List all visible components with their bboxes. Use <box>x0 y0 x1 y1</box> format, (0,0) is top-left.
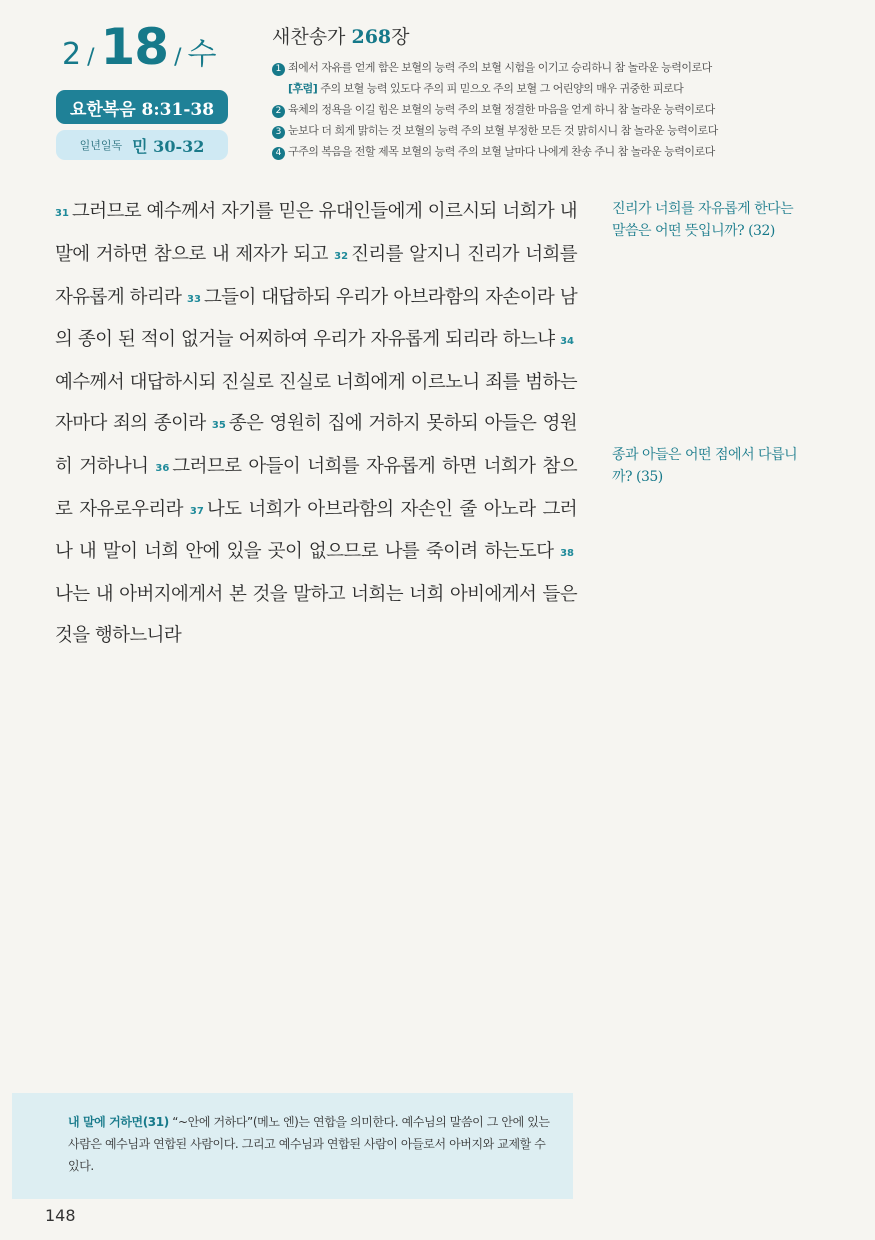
hymn-verse-text: 눈보다 더 희게 맑히는 것 보혈의 능력 주의 보혈 부정한 모든 것 맑히시니 참 놀라운 능력이로다 <box>288 124 718 137</box>
verse-badge: 3 <box>272 126 285 139</box>
scripture-reference: 요한복음 8:31-38 <box>56 90 228 124</box>
verse-number: 38 <box>560 548 574 560</box>
verse-text: 나도 너희가 아브라함의 자손인 줄 아노라 그러나 내 말이 너희 안에 있을 곳이 없으므로 나를 죽이려 하는도다 <box>55 498 578 563</box>
hymn-prefix: 새찬송가 <box>272 26 346 48</box>
hymn-section <box>272 22 792 162</box>
verse-number: 36 <box>155 462 170 474</box>
date-separator: / <box>87 45 95 70</box>
hymn-suffix: 장 <box>391 26 410 48</box>
verse-number: 37 <box>189 505 204 517</box>
yearly-reading-badge <box>56 130 228 160</box>
verse-text: 예수께서 대답하시되 진실로 진실로 너희에게 이르노니 죄를 범하는 자마다 죄의 종이라 <box>55 372 577 434</box>
date-day: 18 <box>100 18 169 76</box>
footnote-box <box>12 1093 573 1199</box>
verse-text: 진리를 알지니 진리가 너희를 자유롭게 하리라 <box>55 243 578 308</box>
verse-number: 35 <box>211 419 226 431</box>
footnote-title: 내 말에 거하면(31) <box>68 1115 169 1129</box>
verse-text: 나는 내 아버지에게서 본 것을 말하고 너희는 너희 아비에게서 들은 것을 행하느니라 <box>55 584 577 646</box>
verse-text: 그러므로 아들이 너희를 자유롭게 하면 너희가 참으로 자유로우리라 <box>55 455 577 520</box>
refrain-label: [후렴] <box>288 82 318 95</box>
hymn-title <box>272 22 792 49</box>
hymn-verse-text: 구주의 복음을 전할 제목 보혈의 능력 주의 보혈 날마다 나에게 찬송 주니 참 놀라운 능력이로다 <box>288 145 715 158</box>
hymn-verse <box>272 120 792 141</box>
hymn-verse <box>272 141 792 162</box>
date-month: 2 <box>62 37 82 72</box>
side-question-1: 진리가 너희를 자유롭게 한다는 말씀은 어떤 뜻입니까? (32) <box>612 201 794 239</box>
verse-number: 32 <box>334 250 349 262</box>
verse-number: 33 <box>186 293 201 305</box>
yearly-reading-label: 일년일독 <box>79 139 123 152</box>
yearly-reading-value: 민 30-32 <box>132 136 205 156</box>
refrain-text: 주의 보혈 능력 있도다 주의 피 믿으오 주의 보혈 그 어린양의 매우 귀중한 피로다 <box>320 82 684 95</box>
footnote-text: “~안에 거하다”(메노 엔)는 연합을 의미한다. 예수님의 말씀이 그 안에 있는 사람은 예수님과 연합된 사람이다. 그리고 예수님과 연합된 사람이 아들로서 아버지와 교제할 수 있다. <box>68 1115 550 1173</box>
page-number: 148 <box>45 1206 76 1225</box>
side-question-2: 종과 아들은 어떤 점에서 다릅니까? (35) <box>612 447 798 485</box>
verse-text: 종은 영원히 집에 거하지 못하되 아들은 영원히 거하나니 <box>55 412 578 477</box>
hymn-verse-text: 육체의 정욕을 이길 힘은 보혈의 능력 주의 보혈 정결한 마음을 얻게 하니 참 놀라운 능력이로다 <box>288 103 715 116</box>
scripture-body <box>55 192 577 657</box>
verse-badge: 2 <box>272 105 285 118</box>
hymn-verse <box>272 57 792 78</box>
date-weekday: 수 <box>187 37 217 72</box>
hymn-refrain <box>272 78 792 99</box>
verse-text: 그러므로 예수께서 자기를 믿은 유대인들에게 이르시되 너희가 내 말에 거하면 참으로 내 제자가 되고 <box>55 201 577 265</box>
verse-badge: 4 <box>272 147 285 160</box>
verse-badge: 1 <box>272 63 285 76</box>
verse-number: 34 <box>560 336 575 348</box>
hymn-number: 268 <box>351 26 392 48</box>
date-header <box>62 18 217 78</box>
hymn-verse-text: 죄에서 자유를 얻게 함은 보혈의 능력 주의 보혈 시험을 이기고 승리하니 참 놀라운 능력이로다 <box>288 61 712 74</box>
verse-text: 그들이 대답하되 우리가 아브라함의 자손이라 남의 종이 된 적이 없거늘 어찌하여 우리가 자유롭게 되리라 하느냐 <box>55 286 578 351</box>
date-separator: / <box>174 45 182 70</box>
hymn-verse <box>272 99 792 120</box>
verse-number: 31 <box>55 208 69 219</box>
